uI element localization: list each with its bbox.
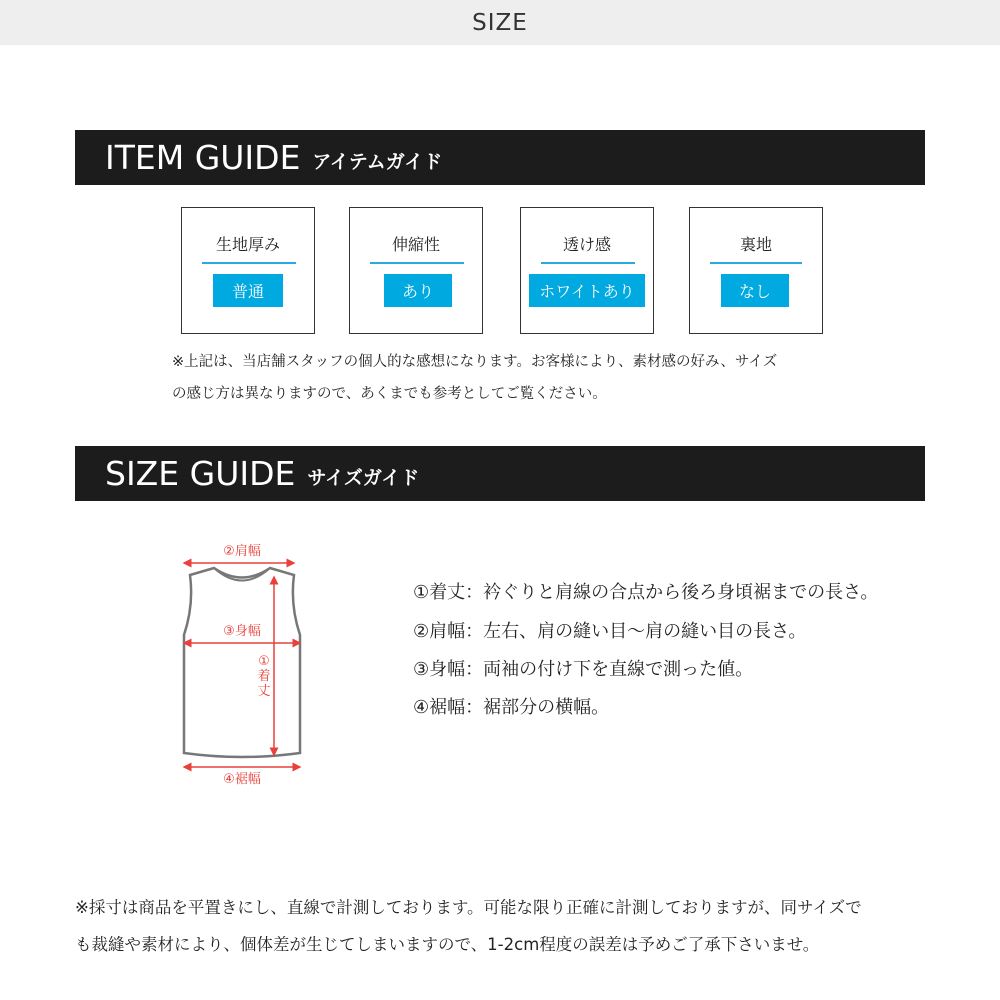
item-box-stretch [349, 207, 483, 334]
hem-label: ④裾幅 [223, 772, 261, 787]
size-guide-title: SIZE GUIDE [105, 454, 296, 493]
length-label-2: 丈 [257, 684, 271, 699]
size-guide-banner [75, 446, 925, 501]
item-box-sheerness [520, 207, 654, 334]
length-label-1: 着 [257, 669, 271, 684]
size-description: ①着丈：衿ぐりと肩線の合点から後ろ身頃裾までの長さ。 [413, 582, 879, 603]
item-box-label: 伸縮性 [391, 235, 440, 254]
item-box-value: なし [721, 274, 789, 307]
item-guide-banner [75, 130, 925, 185]
item-box-label: 透け感 [562, 235, 611, 254]
item-box-value: 普通 [213, 274, 283, 307]
item-box-divider [202, 262, 296, 264]
top-bar [0, 0, 1000, 45]
footer-note-line: も裁縫や素材により、個体差が生じてしまいますので、1-2cm程度の誤差は予めご了承下さいませ。 [75, 935, 820, 954]
item-guide-title: ITEM GUIDE [105, 138, 301, 177]
item-note-line: ※上記は、当店舗スタッフの個人的な感想になります。お客様により、素材感の好み、サイズ [172, 354, 778, 370]
item-box-thickness [181, 207, 315, 334]
page-title: SIZE [472, 9, 528, 36]
tank-top-outline [184, 568, 300, 757]
size-description: ③身幅：両袖の付け下を直線で測った値。 [413, 659, 754, 680]
body-width-label: ③身幅 [223, 624, 261, 639]
footer-note-line: ※採寸は商品を平置きにし、直線で計測しております。可能な限り正確に計測しておりますが、同サイズで [75, 898, 862, 917]
item-box-divider [541, 262, 635, 264]
size-description: ②肩幅：左右、肩の縫い目〜肩の縫い目の長さ。 [413, 621, 807, 642]
item-box-divider [710, 262, 802, 264]
size-description: ④裾幅：裾部分の横幅。 [413, 697, 610, 718]
item-box-lining [689, 207, 823, 334]
garment-diagram [170, 535, 315, 790]
item-guide-subtitle: アイテムガイド [312, 151, 443, 173]
length-label-num: ① [258, 654, 270, 669]
item-box-label: 裏地 [739, 235, 772, 254]
item-box-value: ホワイトあり [529, 274, 645, 307]
shoulder-label: ②肩幅 [223, 544, 261, 559]
size-guide-subtitle: サイズガイド [307, 467, 420, 489]
item-box-value: あり [384, 274, 452, 307]
item-box-divider [370, 262, 464, 264]
item-note-line: の感じ方は異なりますので、あくまでも参考としてご覧ください。 [172, 386, 607, 402]
item-box-label: 生地厚み [215, 235, 280, 254]
